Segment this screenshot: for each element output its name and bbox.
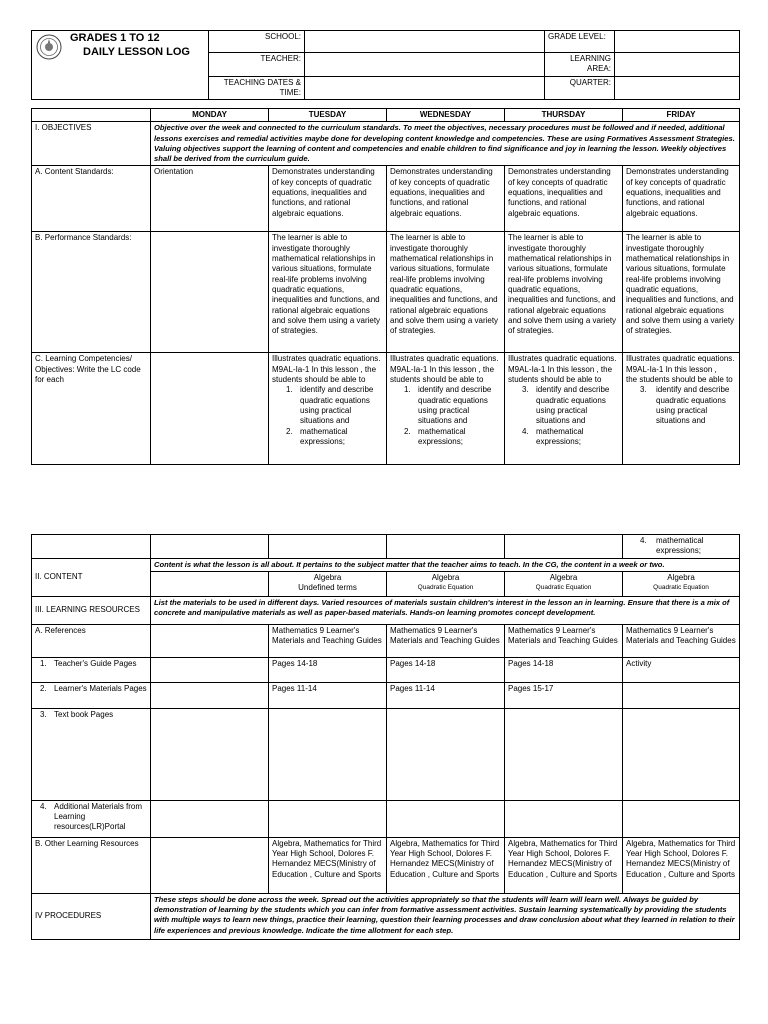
objectives-note: Objective over the week and connected to the curriculum standards. To meet the objectives, necessary procedures must be followed and if needed, additional lessons exercises and remedial activities maybe done for developing content knowledge and competencies. These are using Formatives Assessment Strategies. Valuing objectives support the learning of content and competencies and enable children to find significance and joy in learning the lesson. Weekly objectives shall be derived from the curriculum guide.	[151, 122, 740, 166]
day-header-monday: MONDAY	[151, 109, 269, 122]
content-label: II. CONTENT	[32, 558, 151, 596]
grade-level-label: GRADE LEVEL:	[545, 31, 615, 53]
content-note: Content is what the lesson is all about. It pertains to the subject matter that the teacher aims to teach. In the CG, the content in a week or two.	[151, 558, 740, 571]
day-header-friday: FRIDAY	[623, 109, 740, 122]
header-table	[31, 30, 740, 100]
day-header-tuesday: TUESDAY	[269, 109, 387, 122]
day-header-blank	[32, 109, 151, 122]
competencies-wednesday: Illustrates quadratic equations. M9AL-Ia-1 In this lesson , the students should be able to 1. identify and describe quadratic equations using practical situations and 2. mathematical expressions;	[387, 353, 505, 465]
references-wednesday: Mathematics 9 Learner's Materials and Teaching Guides	[387, 624, 505, 657]
performance-standards-label: B. Performance Standards:	[32, 232, 151, 353]
performance-standards-thursday: The learner is able to investigate thoroughly mathematical relationships in various situations, formulate real-life problems involving quadratic equations, inequalities and functions, and rational algebraic equations and solve them using a variety of strategies.	[505, 232, 623, 353]
competencies-label: C. Learning Competencies/ Objectives: Write the LC code for each	[32, 353, 151, 465]
learners-materials-friday	[623, 682, 740, 708]
procedures-label: IV PROCEDURES	[32, 893, 151, 939]
content-standards-monday: Orientation	[151, 166, 269, 232]
content-tuesday: Algebra Undefined terms	[269, 571, 387, 596]
header-title-cell	[32, 31, 209, 100]
textbook-tuesday	[269, 708, 387, 800]
teachers-guide-friday: Activity	[623, 657, 740, 682]
textbook-friday	[623, 708, 740, 800]
learning-area-label: LEARNING AREA:	[545, 53, 615, 77]
teachers-guide-wednesday: Pages 14-18	[387, 657, 505, 682]
teachers-guide-tuesday: Pages 14-18	[269, 657, 387, 682]
procedures-note: These steps should be done across the week. Spread out the activities appropriately so that the students will learn will learn well. Always be guided by demonstration of learning by the students which you can infer from formative assessment activities. Sustain learning systematically by providing the students with multiple ways to learn new things, practice their learning, question their learning processes and draw conclusion about what they learned in relation to their life experiences and previous knowledge. Indicate the time allotment for each step.	[151, 893, 740, 939]
references-tuesday: Mathematics 9 Learner's Materials and Teaching Guides	[269, 624, 387, 657]
learners-materials-wednesday: Pages 11-14	[387, 682, 505, 708]
content-thursday: Algebra Quadratic Equation	[505, 571, 623, 596]
textbook-wednesday	[387, 708, 505, 800]
other-resources-friday: Algebra, Mathematics for Third Year High School, Dolores F. Hernandez MECS(Ministry of Education , Culture and Sports	[623, 837, 740, 893]
teachers-guide-label: 1. Teacher's Guide Pages	[32, 657, 151, 682]
performance-standards-tuesday: The learner is able to investigate thoroughly mathematical relationships in various situations, formulate real-life problems involving quadratic equations, inequalities and functions, and rational algebraic equations and solve them using a variety of strategies.	[269, 232, 387, 353]
learners-materials-monday	[151, 682, 269, 708]
teacher-label: TEACHER:	[209, 53, 305, 77]
teachers-guide-thursday: Pages 14-18	[505, 657, 623, 682]
other-resources-monday	[151, 837, 269, 893]
teaching-dates-field[interactable]	[305, 76, 545, 100]
references-monday	[151, 624, 269, 657]
competencies-thursday: Illustrates quadratic equations. M9AL-Ia-1 In this lesson , the students should be able to 3. identify and describe quadratic equations using practical situations and 4. mathematical expressions;	[505, 353, 623, 465]
performance-standards-wednesday: The learner is able to investigate thoroughly mathematical relationships in various situations, formulate real-life problems involving quadratic equations, inequalities and functions, and rational algebraic equations and solve them using a variety of strategies.	[387, 232, 505, 353]
learners-materials-tuesday: Pages 11-14	[269, 682, 387, 708]
content-standards-friday: Demonstrates understanding of key concepts of quadratic equations, inequalities and functions, and rational algebraic equations.	[623, 166, 740, 232]
teaching-dates-label: TEACHING DATES & TIME:	[209, 76, 305, 100]
competencies-friday-continued: 4. mathematical expressions;	[623, 535, 740, 559]
competencies-tuesday: Illustrates quadratic equations. M9AL-Ia-1 In this lesson , the students should be able to 1. identify and describe quadratic equations using practical situations and 2. mathematical expressions;	[269, 353, 387, 465]
competencies-monday	[151, 353, 269, 465]
school-label: SCHOOL:	[209, 31, 305, 53]
day-header-thursday: THURSDAY	[505, 109, 623, 122]
teacher-field[interactable]	[305, 53, 545, 77]
other-resources-label: B. Other Learning Resources	[32, 837, 151, 893]
competencies-friday: Illustrates quadratic equations. M9AL-Ia-1 In this lesson , the students should be able to 3. identify and describe quadratic equations using practical situations and	[623, 353, 740, 465]
learning-resources-note: List the materials to be used in different days. Varied resources of materials sustain children's interest in the lesson an in learning. Ensure that there is a mix of concrete and manipulative materials as well as paper-based materials. Hands-on learning promotes concept development.	[151, 596, 740, 624]
references-friday: Mathematics 9 Learner's Materials and Teaching Guides	[623, 624, 740, 657]
day-header-wednesday: WEDNESDAY	[387, 109, 505, 122]
performance-standards-monday	[151, 232, 269, 353]
references-thursday: Mathematics 9 Learner's Materials and Teaching Guides	[505, 624, 623, 657]
grade-level-field[interactable]	[615, 31, 740, 53]
teachers-guide-monday	[151, 657, 269, 682]
other-resources-tuesday: Algebra, Mathematics for Third Year High School, Dolores F. Hernandez MECS(Ministry of Education , Culture and Sports	[269, 837, 387, 893]
content-friday: Algebra Quadratic Equation	[623, 571, 740, 596]
content-standards-label: A. Content Standards:	[32, 166, 151, 232]
school-field[interactable]	[305, 31, 545, 53]
lesson-log-table-2	[31, 534, 740, 940]
learners-materials-label: 2. Learner's Materials Pages	[32, 682, 151, 708]
references-label: A. References	[32, 624, 151, 657]
textbook-monday	[151, 708, 269, 800]
header-title-line2: DAILY LESSON LOG	[83, 46, 190, 58]
learning-area-field[interactable]	[615, 53, 740, 77]
content-standards-thursday: Demonstrates understanding of key concepts of quadratic equations, inequalities and functions, and rational algebraic equations.	[505, 166, 623, 232]
lesson-log-table-1	[31, 108, 740, 465]
content-monday	[151, 571, 269, 596]
quarter-field[interactable]	[615, 76, 740, 100]
textbook-pages-label: 3. Text book Pages	[32, 708, 151, 800]
content-standards-wednesday: Demonstrates understanding of key concepts of quadratic equations, inequalities and functions, and rational algebraic equations.	[387, 166, 505, 232]
header-title-line1: GRADES 1 TO 12	[70, 32, 160, 44]
content-wednesday: Algebra Quadratic Equation	[387, 571, 505, 596]
other-resources-wednesday: Algebra, Mathematics for Third Year High School, Dolores F. Hernandez MECS(Ministry of Education , Culture and Sports	[387, 837, 505, 893]
content-standards-tuesday: Demonstrates understanding of key concepts of quadratic equations, inequalities and functions, and rational algebraic equations.	[269, 166, 387, 232]
other-resources-thursday: Algebra, Mathematics for Third Year High School, Dolores F. Hernandez MECS(Ministry of Education , Culture and Sports	[505, 837, 623, 893]
performance-standards-friday: The learner is able to investigate thoroughly mathematical relationships in various situations, formulate real-life problems involving quadratic equations, inequalities and functions, and rational algebraic equations and solve them using a variety of strategies.	[623, 232, 740, 353]
learners-materials-thursday: Pages 15-17	[505, 682, 623, 708]
textbook-thursday	[505, 708, 623, 800]
quarter-label: QUARTER:	[545, 76, 615, 100]
additional-materials-label: 4. Additional Materials from Learning resources(LR)Portal	[32, 800, 151, 837]
objectives-label: I. OBJECTIVES	[32, 122, 151, 166]
learning-resources-label: III. LEARNING RESOURCES	[32, 596, 151, 624]
